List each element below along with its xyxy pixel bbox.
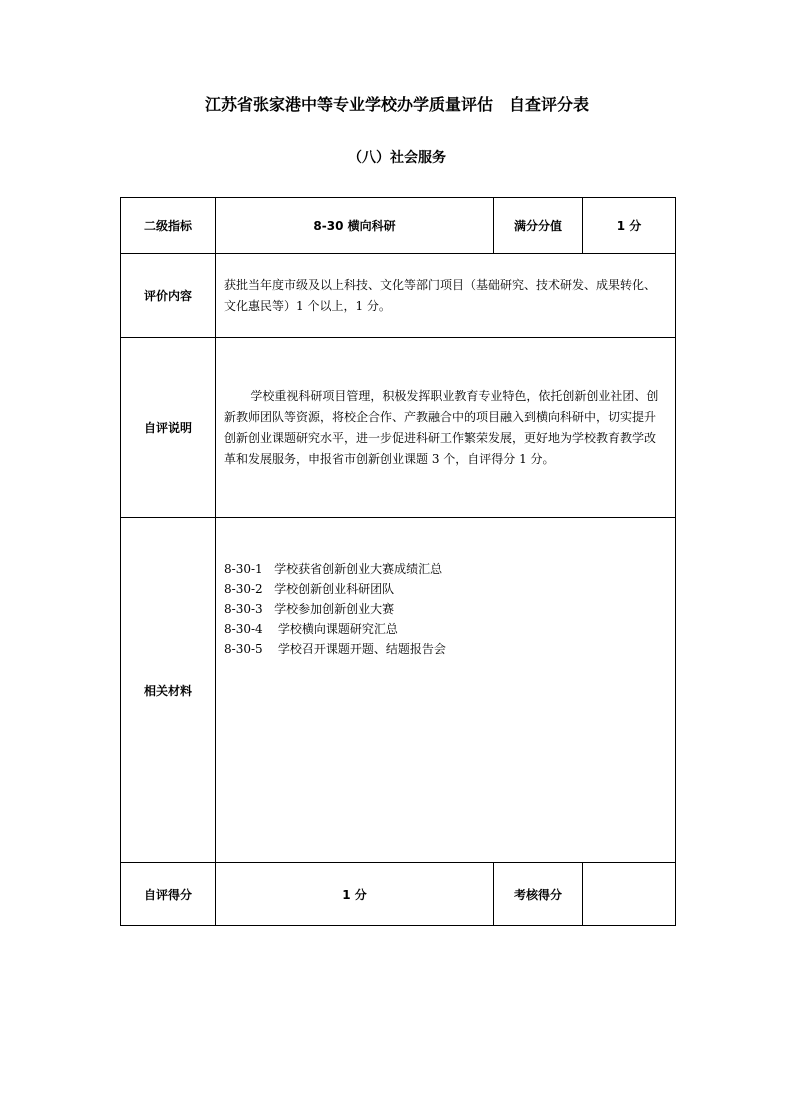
max-score-value: 1 分 <box>583 198 676 254</box>
list-item: 8-30-3 学校参加创新创业大赛 <box>224 602 395 616</box>
evaluation-content-label: 评价内容 <box>121 254 216 338</box>
self-assessment-label: 自评说明 <box>121 338 216 518</box>
self-score-label: 自评得分 <box>121 863 216 926</box>
table-row <box>121 518 676 863</box>
self-assessment-text: 学校重视科研项目管理，积极发挥职业教育专业特色，依托创新创业社团、创新教师团队等资源，将校企合作、产教融合中的项目融入到横向科研中，切实提升创新创业课题研究水平，进一步促进科研工作繁荣发展，更好地为学校教育教学改革和发展服务，申报省市创新创业课题 3 个，自评得分 1 分。 <box>224 388 659 466</box>
indicator-label: 二级指标 <box>121 198 216 254</box>
list-item: 8-30-1 学校获省创新创业大赛成绩汇总 <box>224 562 443 576</box>
section-subtitle: （八）社会服务 <box>348 150 446 166</box>
table-row <box>121 254 676 338</box>
table-row <box>121 863 676 926</box>
list-item: 8-30-2 学校创新创业科研团队 <box>224 582 395 596</box>
table-row <box>121 338 676 518</box>
max-score-label: 满分分值 <box>494 198 583 254</box>
evaluation-table <box>120 197 676 926</box>
list-item: 8-30-5 学校召开课题开题、结题报告会 <box>224 642 446 656</box>
self-assessment-cell <box>216 338 676 518</box>
materials-cell <box>216 518 676 863</box>
list-item: 8-30-4 学校横向课题研究汇总 <box>224 622 398 636</box>
materials-label: 相关材料 <box>121 518 216 863</box>
evaluation-content-text: 获批当年度市级及以上科技、文化等部门项目（基础研究、技术研发、成果转化、文化惠民等）1 个以上，1 分。 <box>216 254 676 338</box>
self-score-value: 1 分 <box>216 863 494 926</box>
page-title: 江苏省张家港中等专业学校办学质量评估 自查评分表 <box>204 95 589 114</box>
indicator-value: 8-30 横向科研 <box>216 198 494 254</box>
table-row <box>121 198 676 254</box>
materials-list <box>224 559 667 659</box>
audit-score-value <box>583 863 676 926</box>
audit-score-label: 考核得分 <box>494 863 583 926</box>
